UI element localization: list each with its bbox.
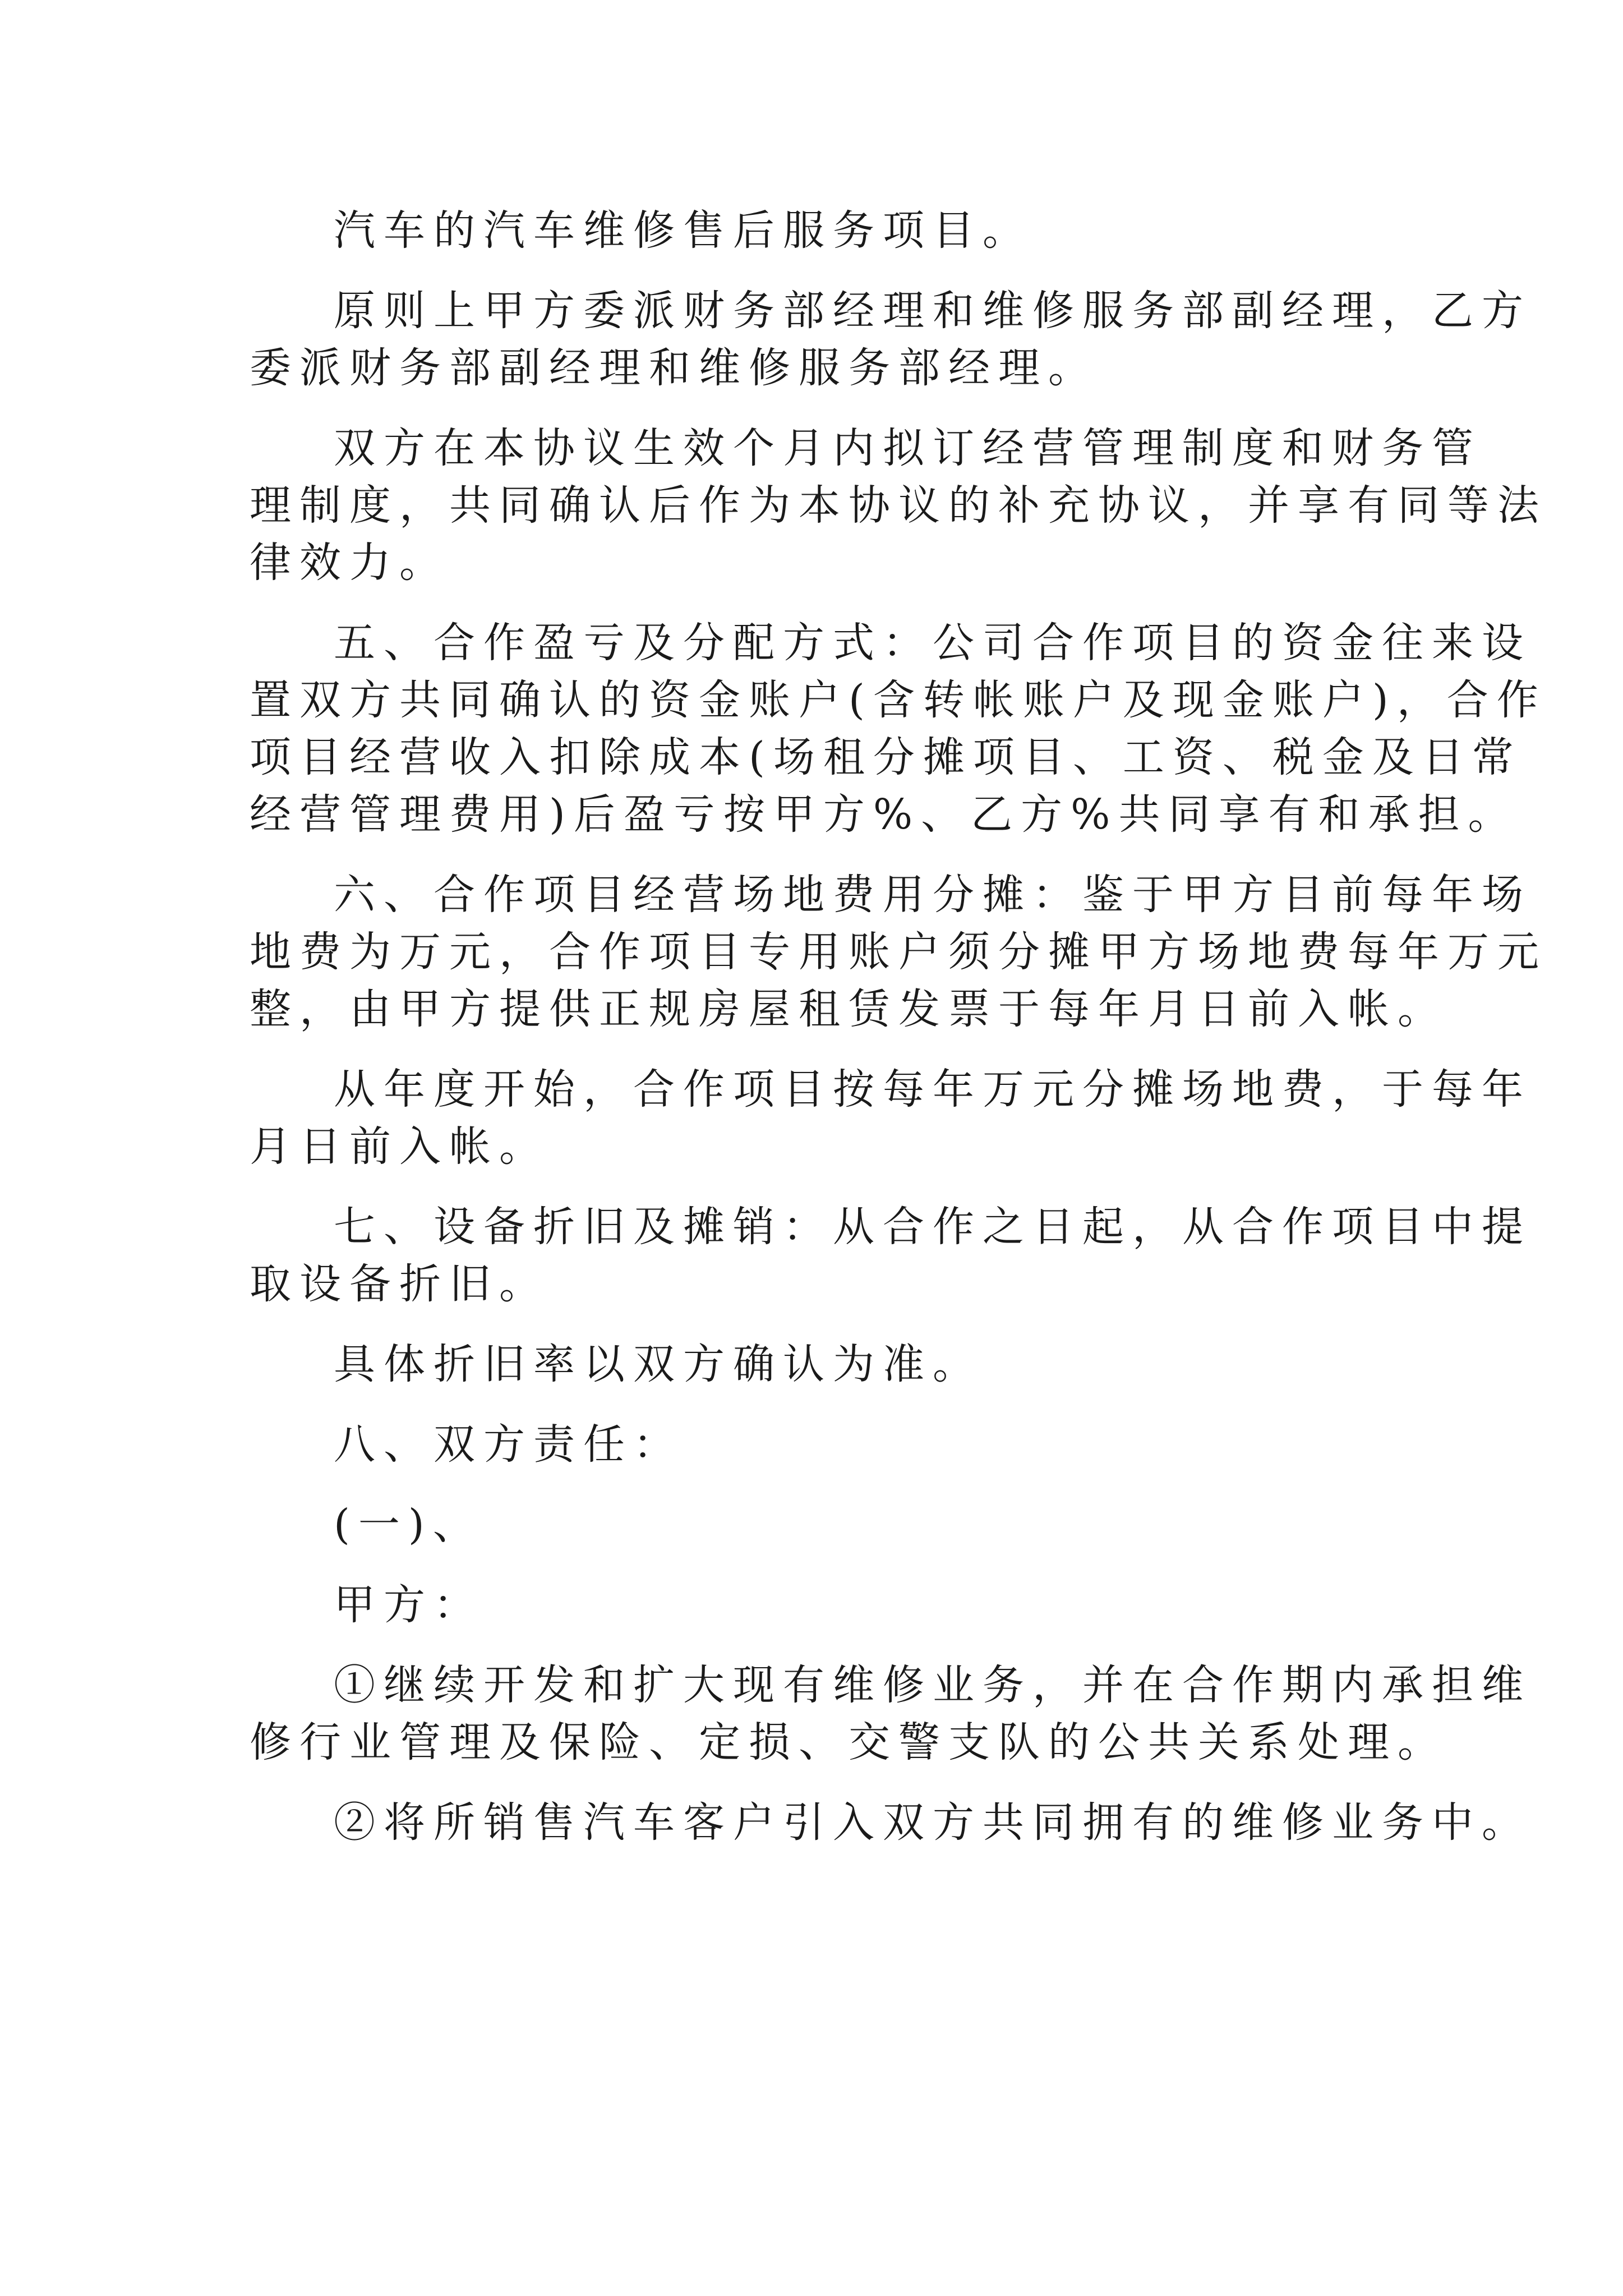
text-line: 具体折旧率以双方确认为准。 (334, 1340, 983, 1388)
paragraph-1 (250, 202, 1391, 259)
paragraph-2 (250, 282, 1532, 397)
subsection-heading: (一)、 (334, 1501, 483, 1549)
text-line: 整，由甲方提供正规房屋租赁发票于每年月日前入帐。 (250, 985, 1447, 1033)
paragraph-10 (250, 1496, 1391, 1553)
paragraph-8 (250, 1336, 1391, 1393)
document-page (250, 202, 1547, 1851)
paragraph-13 (250, 1794, 1532, 1851)
text-line: ②将所销售汽车客户引入双方共同拥有的维修业务中。 (334, 1798, 1532, 1847)
paragraph-11 (250, 1576, 1391, 1634)
text-line: 委派财务部副经理和维修服务部经理。 (250, 344, 1098, 392)
text-line: 经营管理费用)后盈亏按甲方%、乙方%共同享有和承担。 (250, 790, 1518, 839)
text-line: 修行业管理及保险、定损、交警支队的公共关系处理。 (250, 1718, 1447, 1766)
text-line: 取设备折旧。 (250, 1260, 549, 1308)
text-line: ①继续开发和扩大现有维修业务，并在合作期内承担维 (334, 1661, 1532, 1709)
paragraph-5 (250, 866, 1547, 1038)
party-heading: 甲方： (334, 1581, 483, 1629)
text-line: 律效力。 (250, 539, 449, 587)
text-line: 原则上甲方委派财务部经理和维修服务部副经理，乙方 (334, 287, 1532, 335)
paragraph-7 (250, 1198, 1532, 1313)
text-line: 双方在本协议生效个月内拟订经营管理制度和财务管 (334, 424, 1482, 472)
paragraph-12 (250, 1657, 1532, 1771)
text-line: 从年度开始，合作项目按每年万元分摊场地费，于每年 (334, 1065, 1532, 1114)
paragraph-6 (250, 1061, 1532, 1175)
text-line: 地费为万元，合作项目专用账户须分摊甲方场地费每年万元 (250, 928, 1547, 976)
paragraph-3 (250, 420, 1547, 591)
text-line: 理制度，共同确认后作为本协议的补充协议，并享有同等法 (250, 481, 1547, 530)
paragraph-4 (250, 614, 1547, 843)
text-line: 五、合作盈亏及分配方式：公司合作项目的资金往来设 (334, 619, 1532, 667)
text-line: 月日前入帐。 (250, 1122, 549, 1171)
section-heading: 八、双方责任： (334, 1420, 683, 1469)
text-line: 七、设备折旧及摊销：从合作之日起，从合作项目中提 (334, 1203, 1532, 1251)
text-line: 汽车的汽车维修售后服务项目。 (334, 206, 1032, 255)
text-line: 六、合作项目经营场地费用分摊：鉴于甲方目前每年场 (334, 871, 1532, 919)
paragraph-9 (250, 1416, 1391, 1473)
text-line: 项目经营收入扣除成本(场租分摊项目、工资、税金及日常 (250, 733, 1522, 781)
text-line: 置双方共同确认的资金账户(含转帐账户及现金账户)，合作 (250, 676, 1547, 724)
